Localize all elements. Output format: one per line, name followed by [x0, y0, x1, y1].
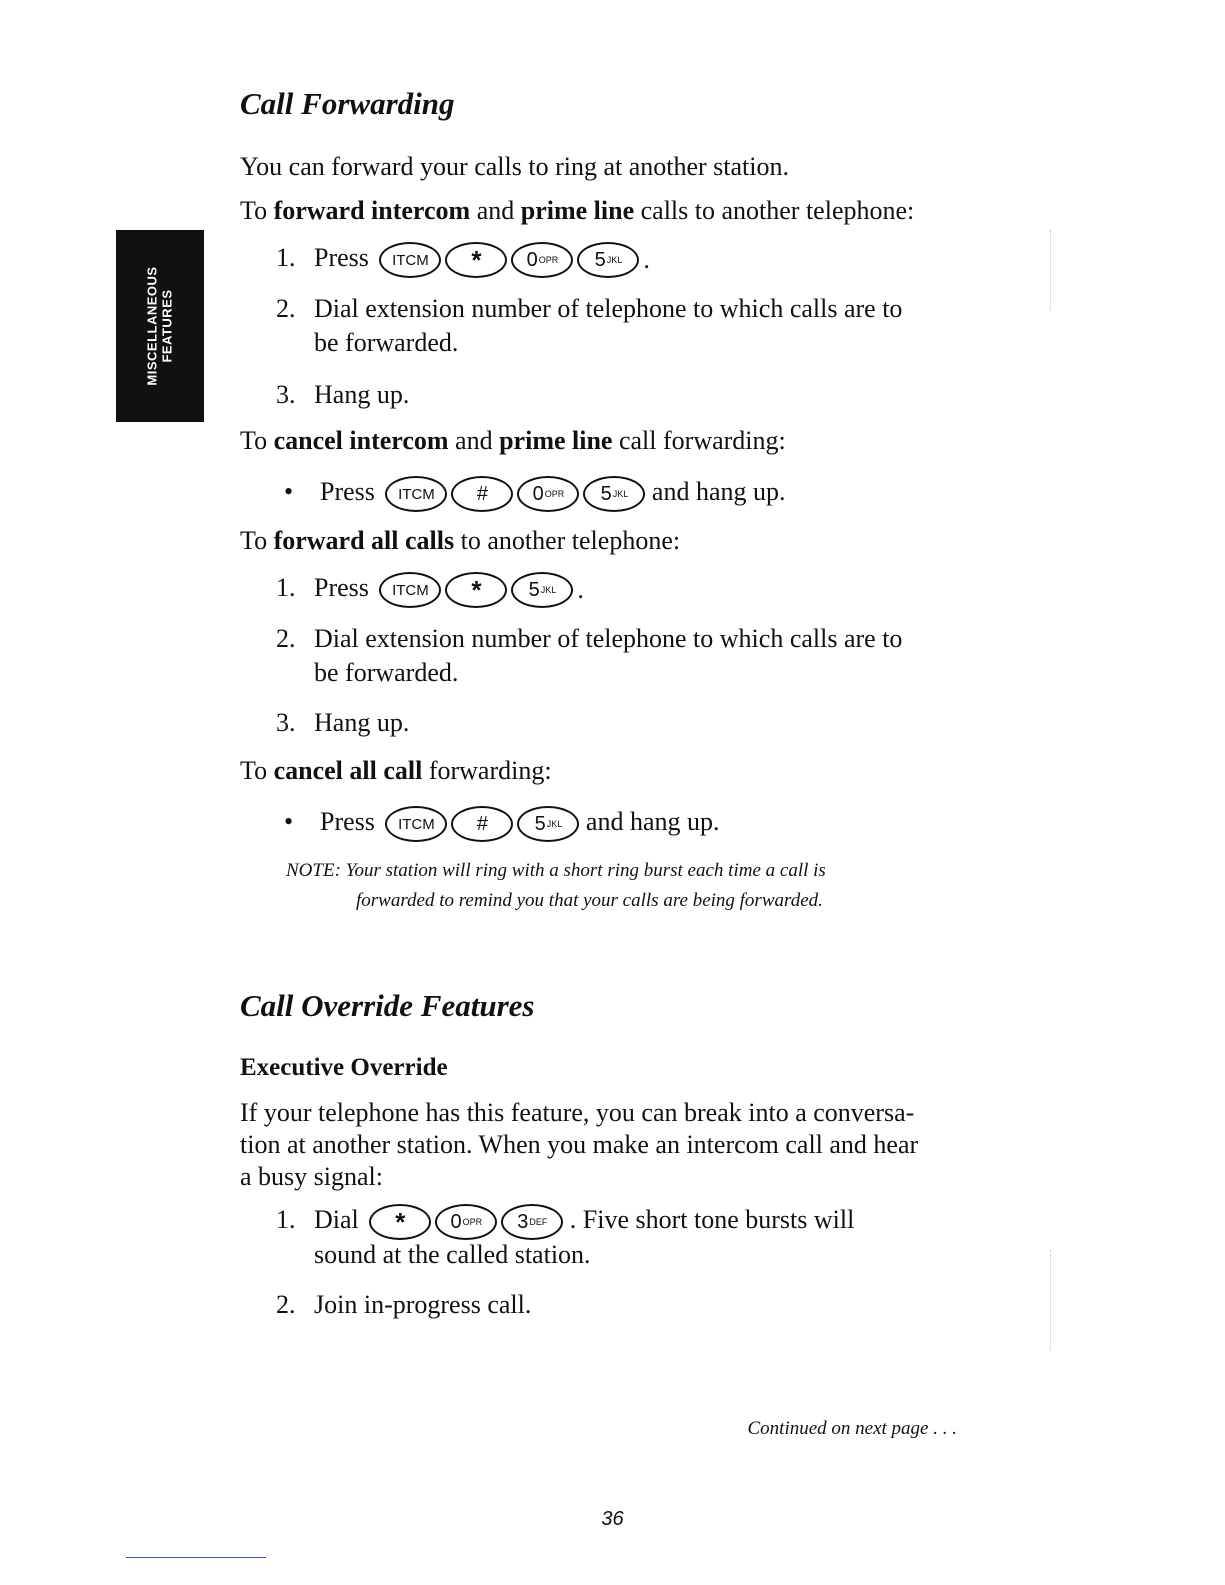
- three-def-key-icon: 3 DEF: [501, 1204, 563, 1240]
- cancel-all-heading: To cancel all call forwarding:: [240, 756, 552, 785]
- five-jkl-key-icon: 5 JKL: [517, 806, 579, 842]
- override-step-1-cont: sound at the called station.: [314, 1240, 591, 1269]
- scan-speckle-bottom: [1050, 1250, 1091, 1350]
- override-para-line-2: tion at another station. When you make an intercom call and hear: [240, 1130, 919, 1159]
- five-jkl-key-icon: 5 JKL: [583, 476, 645, 512]
- zero-opr-key-icon: 0 OPR: [517, 476, 579, 512]
- star-key-icon: *: [369, 1204, 431, 1240]
- zero-opr-key-icon: 0 OPR: [511, 242, 573, 278]
- five-jkl-key-icon: 5 JKL: [511, 572, 573, 608]
- forward-all-step-2: 2. Dial extension number of telephone to which calls are to: [276, 624, 903, 653]
- scan-speckle-top: [1050, 230, 1091, 310]
- cancel-all-bullet: • Press ITCM # 5 JKL and hang up.: [284, 806, 720, 842]
- forward-intercom-step-3: 3. Hang up.: [276, 380, 410, 409]
- continued-note: Continued on next page . . .: [747, 1418, 957, 1439]
- forward-intercom-step-2-cont: be forwarded.: [314, 328, 459, 357]
- hash-key-icon: #: [451, 476, 513, 512]
- itcm-key-icon: ITCM: [385, 476, 447, 512]
- note-line-1: NOTE: Your station will ring with a short ring burst each time a call is: [286, 860, 826, 881]
- five-jkl-key-icon: 5 JKL: [577, 242, 639, 278]
- itcm-key-icon: ITCM: [379, 572, 441, 608]
- forward-all-heading: To forward all calls to another telephone:: [240, 526, 681, 555]
- call-forwarding-intro: You can forward your calls to ring at another station.: [240, 152, 790, 181]
- override-step-2: 2. Join in-progress call.: [276, 1290, 532, 1319]
- section-side-tab: [116, 230, 204, 422]
- side-tab-line1: MISCELLANEOUS: [145, 266, 161, 386]
- zero-opr-key-icon: 0 OPR: [435, 1204, 497, 1240]
- forward-all-step-3: 3. Hang up.: [276, 708, 410, 737]
- forward-intercom-step-1: 1. Press ITCM * 0 OPR 5 JKL .: [276, 242, 650, 278]
- page-number: 36: [601, 1508, 624, 1530]
- override-step-1: 1. Dial * 0 OPR 3 DEF . Five short tone bursts will: [276, 1204, 854, 1240]
- itcm-key-icon: ITCM: [385, 806, 447, 842]
- hash-key-icon: #: [451, 806, 513, 842]
- forward-all-step-1: 1. Press ITCM * 5 JKL .: [276, 572, 584, 608]
- call-forwarding-title: Call Forwarding: [240, 86, 455, 121]
- override-para-line-3: a busy signal:: [240, 1162, 383, 1191]
- forward-intercom-step-2: 2. Dial extension number of telephone to which calls are to: [276, 294, 903, 323]
- forward-intercom-heading: To forward intercom and prime line calls to another telephone:: [240, 196, 915, 225]
- footer-rule: [126, 1557, 266, 1558]
- cancel-intercom-heading: To cancel intercom and prime line call forwarding:: [240, 426, 786, 455]
- forward-all-step-2-cont: be forwarded.: [314, 658, 459, 687]
- star-key-icon: *: [445, 572, 507, 608]
- star-key-icon: *: [445, 242, 507, 278]
- cancel-intercom-bullet: • Press ITCM # 0 OPR 5 JKL and hang up.: [284, 476, 786, 512]
- call-override-title: Call Override Features: [240, 988, 535, 1023]
- override-para-line-1: If your telephone has this feature, you can break into a conversa-: [240, 1098, 915, 1127]
- note-line-2: forwarded to remind you that your calls are being forwarded.: [356, 890, 823, 911]
- itcm-key-icon: ITCM: [379, 242, 441, 278]
- side-tab-line2: FEATURES: [160, 289, 176, 363]
- executive-override-title: Executive Override: [240, 1054, 448, 1081]
